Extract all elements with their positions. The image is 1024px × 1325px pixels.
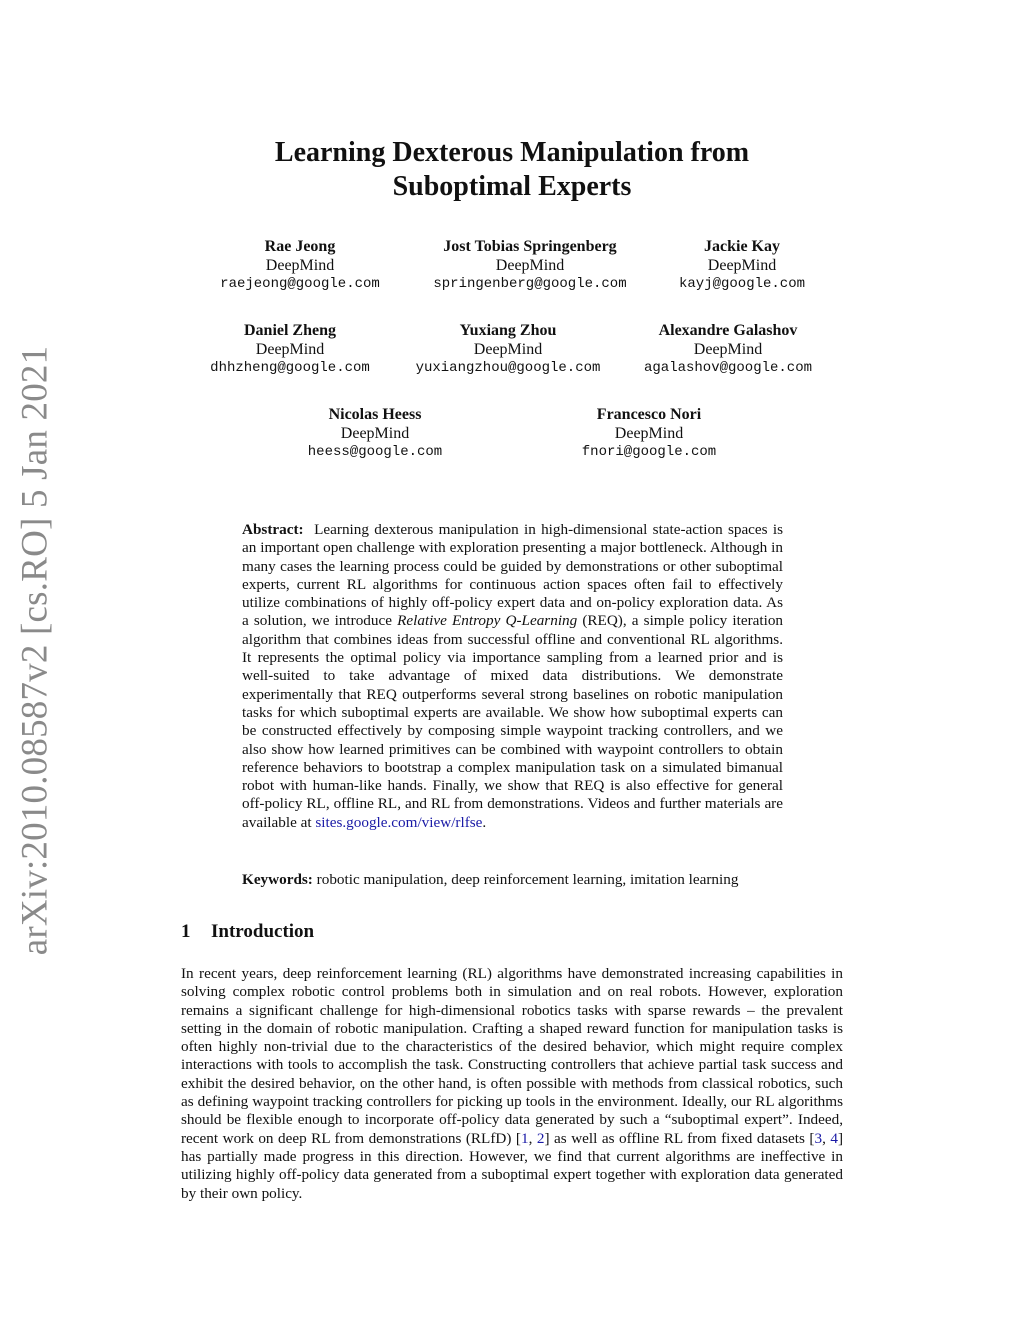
author-affiliation: DeepMind: [340, 425, 410, 442]
citation-link[interactable]: 3: [814, 1129, 823, 1147]
citation-link[interactable]: 2: [536, 1129, 545, 1147]
author-name: Jackie Kay: [704, 238, 780, 255]
author-email[interactable]: fnori@google.com: [581, 444, 717, 460]
section-heading: [181, 921, 314, 943]
keywords-text: robotic manipulation, deep reinforcement learning, imitation learning: [316, 871, 739, 888]
section-title: Introduction: [211, 921, 315, 942]
section-number: 1: [181, 921, 191, 942]
author-block: [190, 321, 390, 378]
intro-text: ,: [528, 1129, 537, 1147]
author-block: [662, 237, 822, 294]
author-email[interactable]: dhhzheng@google.com: [210, 360, 370, 376]
intro-paragraph: [181, 965, 843, 1203]
author-email[interactable]: springenberg@google.com: [433, 276, 627, 292]
citation-link[interactable]: 1: [520, 1129, 529, 1147]
author-name: Yuxiang Zhou: [459, 322, 557, 339]
author-name: Jost Tobias Springenberg: [443, 238, 617, 255]
author-block: [200, 237, 400, 294]
intro-text: ,: [822, 1129, 831, 1147]
abstract-label: Abstract:: [242, 521, 304, 538]
author-email[interactable]: heess@google.com: [307, 444, 443, 460]
title-line-2: Suboptimal Experts: [392, 171, 632, 202]
author-email[interactable]: raejeong@google.com: [220, 276, 380, 292]
author-email[interactable]: kayj@google.com: [678, 276, 806, 292]
author-name: Francesco Nori: [596, 406, 702, 423]
author-block: [549, 405, 749, 462]
author-block: [398, 321, 618, 378]
author-affiliation: DeepMind: [707, 257, 777, 274]
author-affiliation: DeepMind: [265, 257, 335, 274]
author-block: [410, 237, 650, 294]
abstract: [242, 521, 783, 832]
author-block: [275, 405, 475, 462]
author-name: Nicolas Heess: [328, 406, 422, 423]
author-affiliation: DeepMind: [255, 341, 325, 358]
author-email[interactable]: agalashov@google.com: [643, 360, 813, 376]
keywords: [242, 871, 802, 889]
author-affiliation: DeepMind: [693, 341, 763, 358]
abstract-text: Learning dexterous manipulation in high-dimensional state-action spaces is an important open challenge with exploration presenting a major bottleneck. Although in many cases the learning process could be guided by demonstrations or other suboptimal experts, current RL algorithms for continuous action spaces often fail to effectively utilize combinations of highly off-policy expert data and on-policy exploration data. As a solution, we introduce: [242, 521, 783, 630]
abstract-text: (REQ), a simple policy iteration algorithm that combines ideas from successful offline and conventional RL algorithms. It represents the optimal policy via importance sampling from a learned prior and is well-suited to take advantage of mixed data distributions. We demonstrate experimentally that REQ outperforms several strong baselines on robotic manipulation tasks for which suboptimal experts are available. We show how suboptimal experts can be constructed effectively by composing simple waypoint tracking controllers, and we also show how learned primitives can be combined with waypoint controllers to obtain reference behaviors to bootstrap a complex manipulation task on a simulated bimanual robot with human-like hands. Finally, we show that REQ is also effective for general off-policy RL, offline RL, and RL from demonstrations. Videos and further materials are available at: [242, 612, 784, 831]
keywords-label: Keywords:: [242, 871, 313, 888]
intro-text: ] has partially made progress in this direction. However, we find that current algorithms are ineffective in utilizing highly off-policy data generated from a suboptimal expert together with exploration data generated by their own policy.: [181, 1129, 844, 1202]
intro-text: ] as well as offline RL from fixed datasets [: [544, 1129, 815, 1147]
abstract-text: .: [482, 813, 487, 831]
author-affiliation: DeepMind: [473, 341, 543, 358]
project-link[interactable]: sites.google.com/view/rlfse: [315, 813, 483, 831]
author-name: Rae Jeong: [264, 238, 336, 255]
arxiv-stamp: [0, 345, 70, 955]
author-affiliation: DeepMind: [495, 257, 565, 274]
title-line-1: Learning Dexterous Manipulation from: [274, 137, 750, 168]
author-block: [628, 321, 828, 378]
author-affiliation: DeepMind: [614, 425, 684, 442]
author-email[interactable]: yuxiangzhou@google.com: [415, 360, 601, 376]
method-name: Relative Entropy Q-Learning: [397, 612, 578, 630]
arxiv-stamp-text: arXiv:2010.08587v2 [cs.RO] 5 Jan 2021: [14, 345, 56, 955]
paper-title: [200, 136, 824, 204]
author-name: Alexandre Galashov: [658, 322, 798, 339]
citation-link[interactable]: 4: [830, 1129, 838, 1147]
author-name: Daniel Zheng: [243, 322, 336, 339]
intro-text: In recent years, deep reinforcement learning (RL) algorithms have demonstrated increasing capabilities in solving complex robotic control problems both in simulation and on real robots. However, exploration remains a significant challenge for high-dimensional robotics tasks with sparse rewards – the prevalent setting in the domain of robotic manipulation. Crafting a shaped reward function for manipulation tasks is often highly non-trivial due to the characteristics of the desired behavior, which might require complex interactions with tools to accomplish the task. Constructing controllers that achieve partial task success and exhibit the desired behavior, on the other hand, is often possible with methods from classical robotics, such as defining waypoint tracking controllers for picking up tools in the environment. Ideally, our RL algorithms should be flexible enough to incorporate off-policy data generated by such a “suboptimal expert”. Indeed, recent work on deep RL from demonstrations (RLfD) [: [181, 965, 843, 1147]
